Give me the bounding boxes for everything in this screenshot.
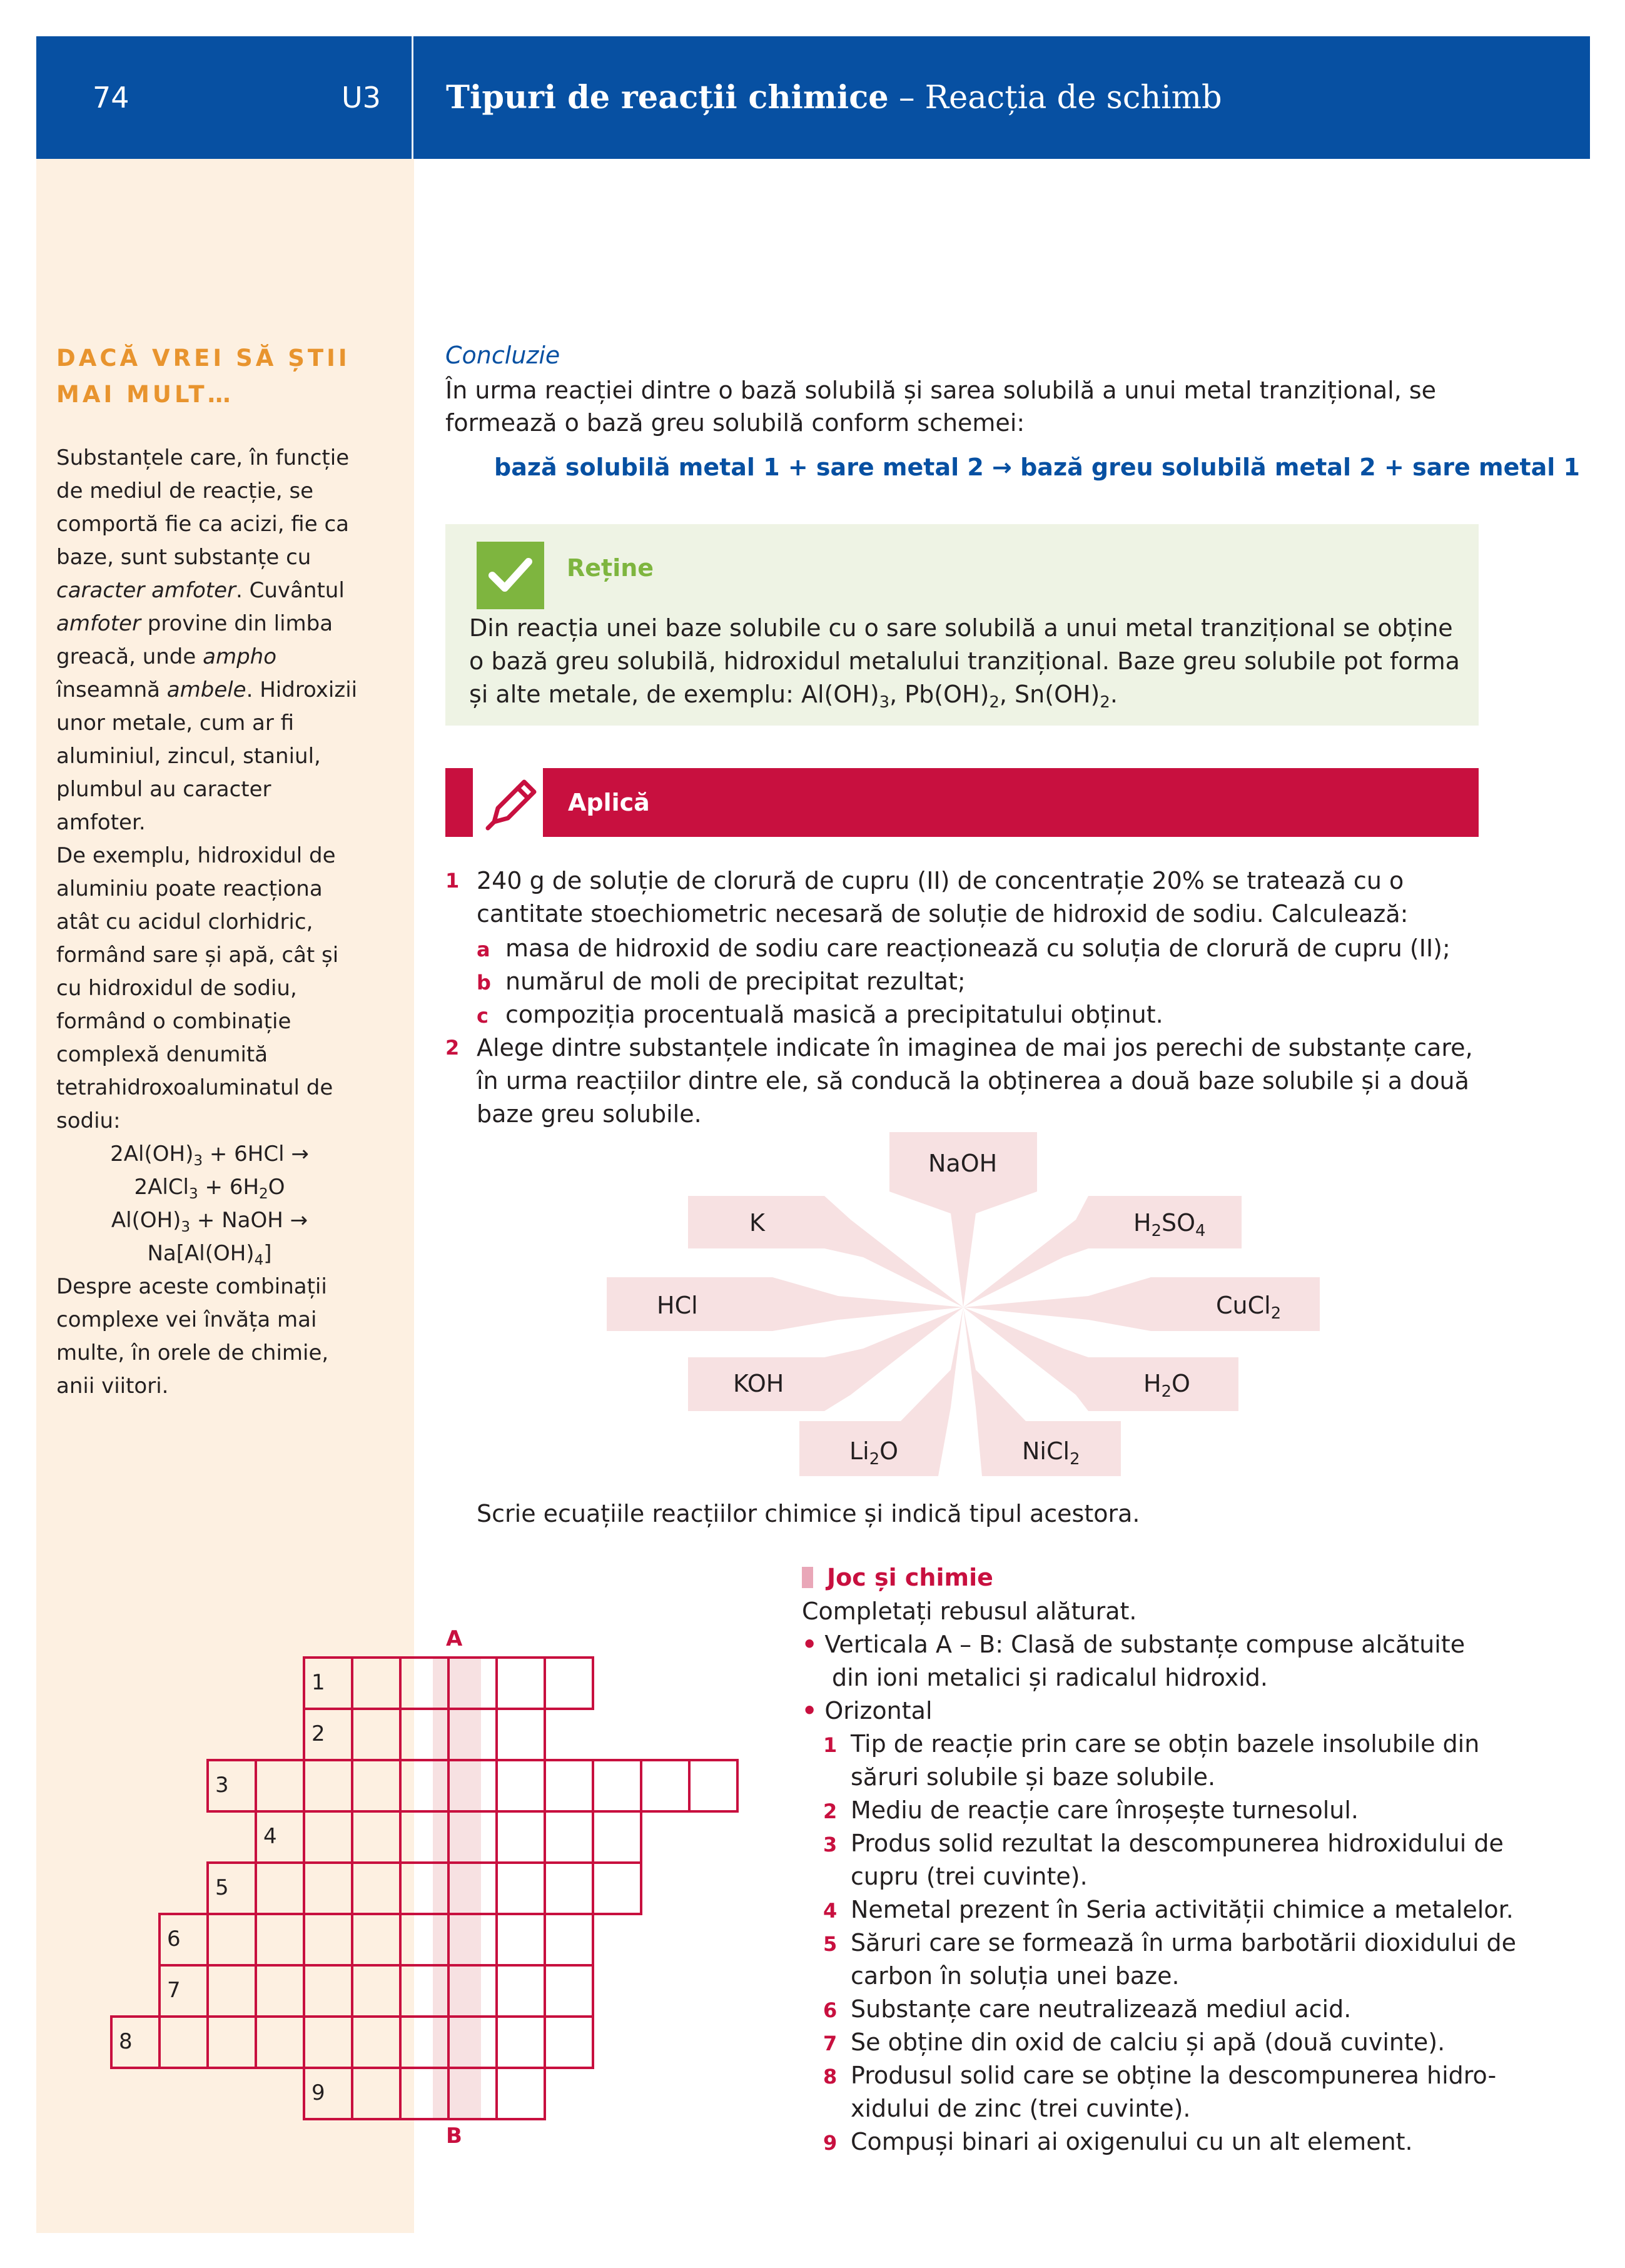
crossword-row-number: 7 — [167, 1978, 181, 2003]
clue-text-cont: cupru (trei cuvinte). — [851, 1863, 1088, 1890]
crossword-cell[interactable] — [593, 1760, 641, 1811]
clue-number: 7 — [823, 2032, 838, 2055]
clue-number: 2 — [823, 1800, 838, 1823]
crossword-cell[interactable] — [304, 1914, 352, 1965]
crossword-cell[interactable] — [497, 1914, 545, 1965]
crossword-cell[interactable] — [545, 1965, 593, 2017]
clue-text-cont: săruri solubile și baze solubile. — [851, 1763, 1216, 1791]
exercise-number: 2 — [445, 1036, 460, 1060]
clue-item — [823, 2059, 1496, 2093]
crossword-cell[interactable] — [497, 1811, 545, 1863]
crossword-cell[interactable] — [256, 1965, 304, 2017]
crossword-cell[interactable] — [545, 2017, 593, 2068]
sidebar-term: ampho — [203, 644, 277, 669]
crossword-cell[interactable] — [256, 1863, 304, 1914]
crossword-cell[interactable] — [352, 1709, 400, 1760]
item-letter: b — [477, 971, 491, 995]
crossword-cell[interactable] — [497, 2068, 545, 2119]
crossword-cell[interactable] — [304, 2017, 352, 2068]
item-text: numărul de moli de precipitat rezultat; — [505, 968, 966, 995]
aplica-stripe — [445, 768, 473, 837]
clue-text: Mediu de reacție care înroșește turnesolul. — [851, 1796, 1359, 1824]
clue-text: Substanțe care neutralizează mediul acid. — [851, 1995, 1352, 2023]
clue-text-cont: carbon în soluția unei baze. — [851, 1962, 1180, 1990]
crossword-cell[interactable] — [545, 1658, 593, 1709]
crossword-cell[interactable] — [593, 1863, 641, 1914]
crossword-cell[interactable] — [497, 1658, 545, 1709]
joc-title-text: Joc și chimie — [827, 1564, 993, 1591]
write-equations-note: Scrie ecuațiile reacțiilor chimice și indică tipul acestora. — [477, 1500, 1140, 1527]
substance-label: KOH — [733, 1370, 784, 1397]
page-title — [446, 36, 1222, 159]
sidebar-term: amfoter — [56, 611, 141, 636]
clue-number: 5 — [823, 1932, 838, 1956]
exercise-1 — [445, 864, 1484, 931]
clue-number: 9 — [823, 2131, 838, 2155]
horizontal-label: Orizontal — [824, 1697, 933, 1724]
clue-item — [823, 1794, 1359, 1828]
conclusion-text: În urma reacției dintre o bază solubilă și sarea solubilă a unui metal tranzițional, se formează o bază greu solubilă conform schemei: — [445, 377, 1437, 437]
crossword-cell[interactable] — [352, 1658, 400, 1709]
sidebar-p1-part: Substanțele care, în funcție de mediul de reacție, se comportă fie ca acizi, fie ca baze, sunt substanțe cu — [56, 445, 350, 570]
title-marker — [802, 1567, 813, 1588]
aplica-label-bg — [543, 768, 1479, 837]
crossword-row-number: 6 — [167, 1926, 181, 1952]
crossword-cell[interactable] — [352, 1965, 400, 2017]
vertical-ab: A – B — [936, 1631, 996, 1658]
unit-label: U3 — [342, 81, 381, 114]
clue-text: Săruri care se formează în urma barbotării dioxidului de — [851, 1929, 1516, 1957]
item-text: masa de hidroxid de sodiu care reacționează cu soluția de clorură de cupru (II); — [505, 934, 1450, 962]
retine-title: Reține — [567, 554, 654, 582]
clue-number: 4 — [823, 1899, 838, 1923]
crossword-row-number: 4 — [263, 1824, 277, 1849]
retine-text-body: Din reacția unei baze solubile cu o sare solubilă a unui metal tranzițional se obține o bază greu solubilă, hidroxidul metalului tranzițional. Baze greu solubile pot forma și alte metale, de exemplu: — [469, 614, 1460, 708]
crossword-cell[interactable] — [159, 2017, 208, 2068]
bullet: • — [802, 1631, 818, 1658]
pencil-icon — [480, 771, 545, 836]
substance-label: CuCl$_2$ — [1216, 1292, 1282, 1323]
joc-title — [802, 1564, 993, 1591]
conclusion-title: Concluzie — [445, 342, 560, 369]
aplica-title: Aplică — [568, 789, 650, 816]
crossword-cell[interactable] — [497, 2017, 545, 2068]
clue-text: Se obține din oxid de calciu și apă (două cuvinte). — [851, 2028, 1445, 2056]
exercise-number: 1 — [445, 869, 460, 893]
clue-number: 3 — [823, 1833, 838, 1856]
substance-label: HCl — [657, 1292, 698, 1319]
crossword-cell[interactable] — [256, 1760, 304, 1811]
crossword-cell[interactable] — [641, 1760, 689, 1811]
crossword-cell[interactable] — [352, 2068, 400, 2119]
exercise-1-a — [477, 932, 1477, 966]
crossword-cell[interactable] — [352, 1914, 400, 1965]
crossword-row-number: 3 — [215, 1773, 229, 1798]
clue-text: Nemetal prezent în Seria activității chimice a metalelor. — [851, 1896, 1514, 1923]
clue-text: Produs solid rezultat la descompunerea hidroxidului de — [851, 1830, 1504, 1857]
sidebar-paragraph-3: Despre aceste combinații complexe vei învăța mai multe, în orele de chimie, anii viitori. — [56, 1274, 329, 1399]
crossword-cell[interactable] — [689, 1760, 737, 1811]
sidebar-p1-part: . Cuvântul — [236, 578, 345, 603]
crossword-cell[interactable] — [352, 1760, 400, 1811]
item-text: compoziția procentuală masică a precipitatului obținut. — [505, 1001, 1163, 1028]
crossword-label-b: B — [446, 2124, 462, 2149]
sidebar-p1-part: înseamnă — [56, 677, 167, 702]
checkmark-icon — [477, 542, 544, 609]
sidebar-term: caracter amfoter — [56, 578, 236, 603]
clue-item — [823, 1827, 1504, 1861]
retine-box — [445, 524, 1479, 726]
horizontal-heading — [802, 1694, 933, 1728]
crossword-cell[interactable] — [545, 1914, 593, 1965]
header-divider — [412, 36, 413, 159]
clue-number: 8 — [823, 2065, 838, 2088]
clue-number: 1 — [823, 1733, 838, 1757]
crossword-cell[interactable] — [208, 2017, 256, 2068]
clue-item — [823, 1993, 1351, 2027]
sidebar-paragraph-2: De exemplu, hidroxidul de aluminiu poate reacționa atât cu acidul clorhidric, formând sare și apă, cât și cu hidroxidul de sodiu, formând o combinație complexă denumită tetrahidroxoaluminatul de sodiu: — [56, 843, 339, 1133]
crossword-row-number: 2 — [311, 1721, 325, 1746]
crossword-cell[interactable] — [304, 1811, 352, 1863]
sidebar-heading: DACĂ VREI SĂ ȘTII MAI MULT… — [56, 345, 350, 408]
substance-label: NaOH — [928, 1150, 998, 1177]
clue-text: Compuși binari ai oxigenului cu un alt element. — [851, 2128, 1413, 2155]
aplica-banner — [445, 768, 1479, 837]
clue-item — [823, 1893, 1514, 1928]
substance-label: $H_2O$ — [1143, 1370, 1190, 1401]
crossword-cell[interactable] — [352, 1811, 400, 1863]
sidebar-text — [56, 442, 363, 1403]
clue-number: 6 — [823, 1998, 838, 2022]
sidebar-term: ambele — [166, 677, 246, 702]
crossword-row-number: 5 — [215, 1875, 229, 1900]
exercise-1-c — [477, 998, 1477, 1033]
exercise-2 — [445, 1031, 1484, 1131]
substance-label: $H_2SO_4$ — [1133, 1209, 1206, 1240]
clue-item — [823, 2026, 1445, 2060]
crossword-cell[interactable] — [352, 2017, 400, 2068]
retine-text: Din reacția unei baze solubile cu o sare solubilă a unui metal tranzițional se obține o bază greu solubilă, hidroxidul metalului tranzițional. Baze greu solubile pot forma și alte metale, de exemplu: $Al(OH)_3$, $Pb(OH)_2$, $Sn(OH)_2$. — [469, 614, 1460, 712]
crossword-cell[interactable] — [208, 1965, 256, 2017]
crossword-cell[interactable] — [593, 1811, 641, 1863]
reaction-scheme: bază solubilă metal 1 + sare metal 2 → bază greu solubilă metal 2 + sare metal 1 — [494, 453, 1580, 481]
crossword-cell[interactable] — [304, 1760, 352, 1811]
clue-text-cont: xidului de zinc (trei cuvinte). — [851, 2095, 1191, 2122]
page-number: 74 — [93, 81, 129, 114]
crossword-cell[interactable] — [352, 1863, 400, 1914]
crossword-row-number: 1 — [311, 1670, 325, 1695]
item-letter: c — [477, 1004, 489, 1028]
item-letter: a — [477, 938, 490, 961]
crossword-cell[interactable] — [497, 1863, 545, 1914]
crossword-cell[interactable] — [208, 1914, 256, 1965]
crossword-label-a: A — [446, 1626, 463, 1651]
sidebar-p1-part: provine din limba greacă, unde — [56, 611, 333, 669]
crossword-cell[interactable] — [497, 1709, 545, 1760]
substance-label: NiCl$_2$ — [1022, 1437, 1080, 1469]
crossword-cell[interactable] — [545, 1760, 593, 1811]
clue-text: Produsul solid care se obține la descompunerea hidro- — [851, 2062, 1497, 2089]
equation-2a: $Al(OH)_3$ + NaOH → — [111, 1208, 308, 1235]
crossword-cell[interactable] — [497, 1965, 545, 2017]
sidebar-paragraph-1 — [56, 442, 363, 839]
equation-1a: $2Al(OH)_3 + 6HCl$ → — [110, 1142, 309, 1169]
substance-label: $Li_2O$ — [849, 1437, 899, 1469]
equation-1b: 2AlCl$_3$ + $6H_2O$ — [134, 1175, 285, 1202]
exercise-1-b — [477, 965, 1477, 1000]
crossword-cell[interactable] — [545, 1863, 593, 1914]
exercise-text: 240 g de soluție de clorură de cupru (II) de concentrație 20% se tratează cu o cantitate stoechiometric necesară de soluție de hidroxid de sodiu. Calculează: — [477, 867, 1409, 928]
page-title-subtitle: – Reacția de schimb — [888, 79, 1222, 116]
crossword-cell[interactable] — [256, 1914, 304, 1965]
crossword-row-number: 9 — [311, 2080, 325, 2105]
sidebar-p1-part: . Hidroxizii unor metale, cum ar fi aluminiul, zincul, staniul, plumbul au caracter amfoter. — [56, 677, 358, 835]
bullet: • — [802, 1697, 818, 1724]
exercise-text: Alege dintre substanțele indicate în imaginea de mai jos perechi de substanțe care, în urma reacțiilor dintre ele, să conducă la obținerea a două baze solubile și a două baze greu solubile. — [477, 1034, 1473, 1128]
crossword-grid — [106, 1626, 782, 2145]
clue-item — [823, 1728, 1479, 1762]
vertical-clue — [802, 1628, 1465, 1661]
vertical-text: : Clasă de substanțe compuse alcătuite — [995, 1631, 1466, 1658]
clue-item — [823, 2125, 1413, 2160]
page-header — [36, 36, 1590, 159]
crossword-row-number: 8 — [119, 2029, 133, 2054]
substance-label: K — [749, 1209, 765, 1237]
crossword-cell[interactable] — [304, 1965, 352, 2017]
clue-item — [823, 1926, 1516, 1961]
vertical-clue-cont: din ioni metalici și radicalul hidroxid. — [832, 1664, 1268, 1691]
crossword-cell[interactable] — [545, 1811, 593, 1863]
joc-intro: Completați rebusul alăturat. — [802, 1597, 1137, 1625]
page-title-bold: Tipuri de reacții chimice — [446, 79, 889, 116]
crossword-cell[interactable] — [256, 2017, 304, 2068]
crossword-cell[interactable] — [497, 1760, 545, 1811]
equation-2b: $Na[Al(OH)_4]$ — [147, 1241, 272, 1268]
clue-text: Tip de reacție prin care se obțin bazele insolubile din — [851, 1730, 1480, 1758]
vertical-label: Verticala — [824, 1631, 936, 1658]
crossword-cell[interactable] — [304, 1863, 352, 1914]
